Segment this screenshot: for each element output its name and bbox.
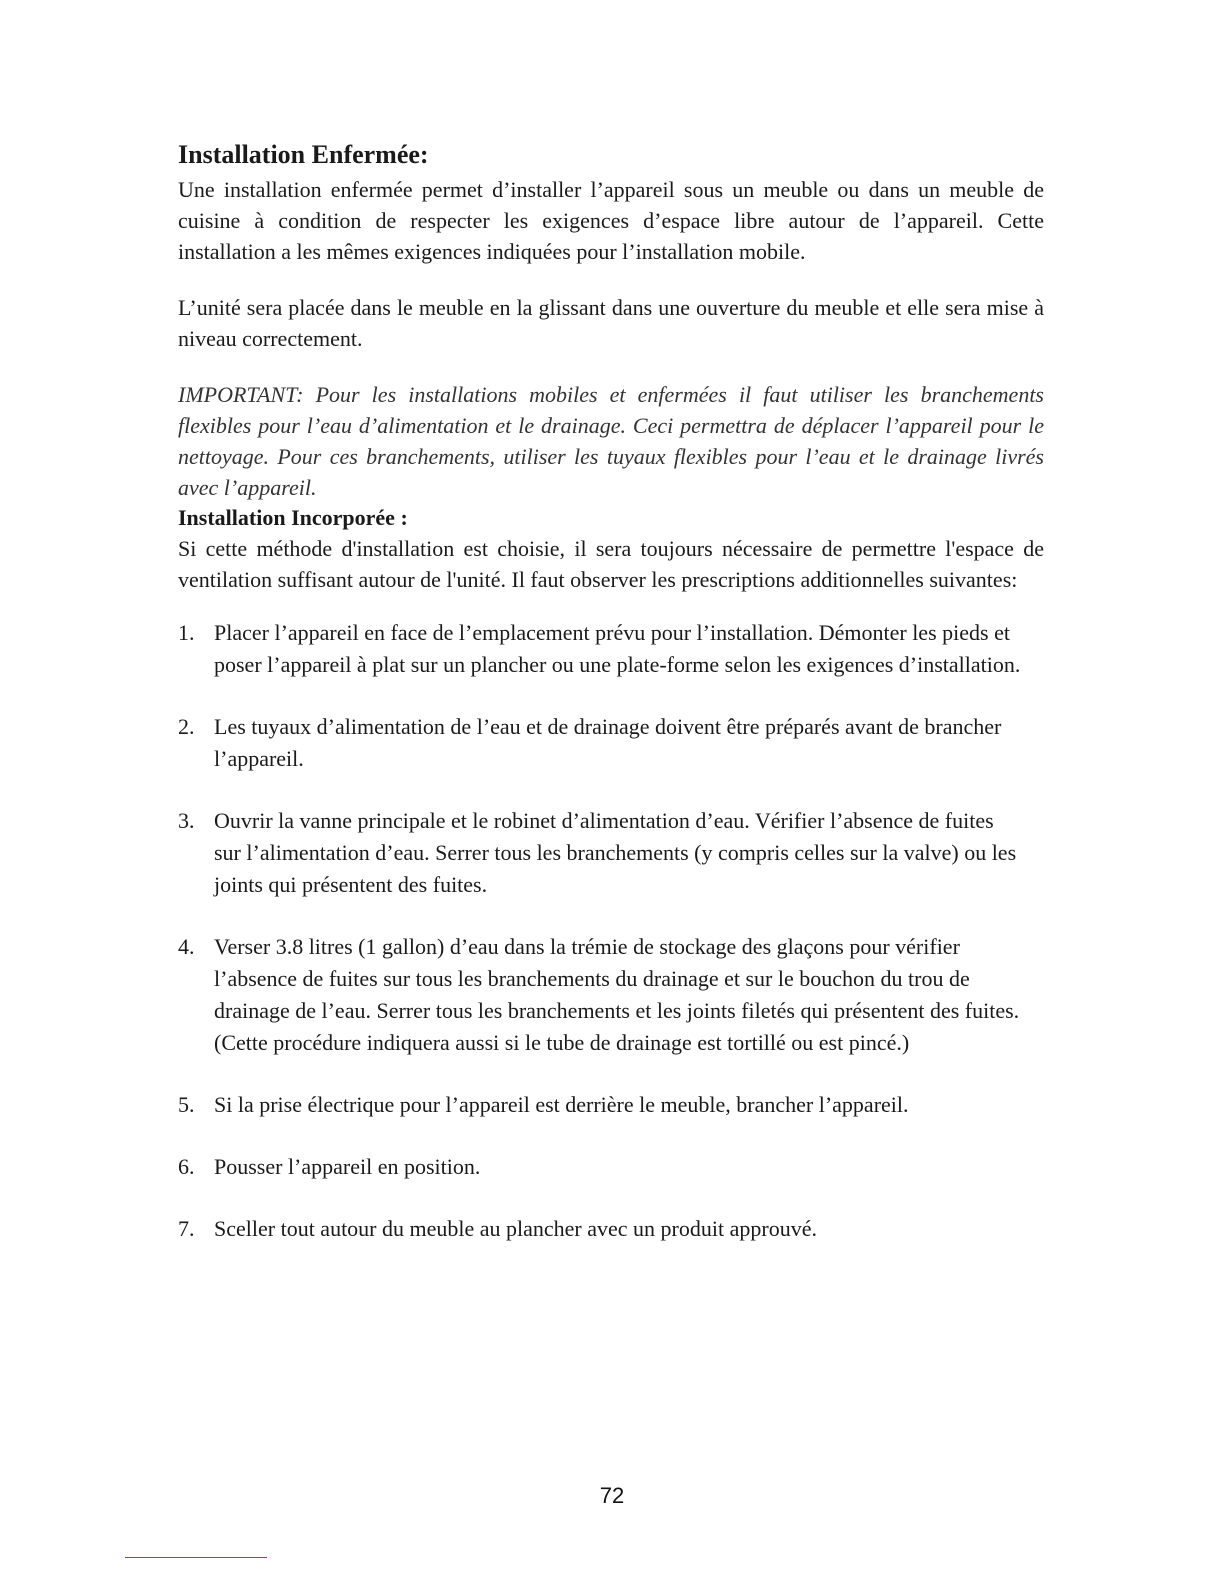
document-page	[178, 138, 1044, 1275]
page-number: 72	[599, 1483, 625, 1508]
step-text: Pousser l’appareil en position.	[214, 1154, 481, 1179]
paragraph-built-in-intro: Si cette méthode d'installation est choisie, il sera toujours nécessaire de permettre l'espace de ventilation suffisant autour de l'unité. Il faut observer les prescriptions additionnelles suivantes:	[178, 536, 1044, 592]
step-text: Verser 3.8 litres (1 gallon) d’eau dans la trémie de stockage des glaçons pour vérifier l’absence de fuites sur tous les branchements du drainage et sur le bouchon du trou de drainage de l’eau. Serrer tous les branchements et les joints filetés qui présentent des fuites. (Cette procédure indiquera aussi si le tube de drainage est tortillé ou est pincé.)	[214, 934, 1020, 1055]
step-number: 2.	[178, 714, 195, 739]
step-text: Placer l’appareil en face de l’emplacement prévu pour l’installation. Démonter les pieds et poser l’appareil à plat sur un plancher ou une plate-forme selon les exigences d’installation.	[214, 620, 1021, 677]
list-item	[178, 1213, 1044, 1245]
step-number: 1.	[178, 620, 195, 645]
step-text: Ouvrir la vanne principale et le robinet d’alimentation d’eau. Vérifier l’absence de fuites sur l’alimentation d’eau. Serrer tous les branchements (y compris celles sur la valve) ou les joints qui présentent des fuites.	[214, 808, 1017, 897]
list-item	[178, 617, 1044, 681]
step-text: Les tuyaux d’alimentation de l’eau et de drainage doivent être préparés avant de brancher l’appareil.	[214, 714, 1002, 771]
paragraph-enclosed-intro: Une installation enfermée permet d’installer l’appareil sous un meuble ou dans un meuble de cuisine à condition de respecter les exigences d’espace libre autour de l’appareil. Cette installation a les mêmes exigences indiquées pour l’installation mobile.	[178, 177, 1044, 264]
step-number: 6.	[178, 1154, 195, 1179]
step-number: 4.	[178, 934, 195, 959]
step-number: 5.	[178, 1092, 195, 1117]
section-title-built-in: Installation Incorporée :	[178, 505, 408, 530]
list-item	[178, 931, 1044, 1059]
list-item	[178, 1089, 1044, 1121]
section-title-enclosed: Installation Enfermée:	[178, 140, 429, 169]
step-text: Sceller tout autour du meuble au plancher avec un produit approuvé.	[214, 1216, 817, 1241]
list-item	[178, 805, 1044, 901]
step-text: Si la prise électrique pour l’appareil est derrière le meuble, brancher l’appareil.	[214, 1092, 909, 1117]
paragraph-enclosed-placement: L’unité sera placée dans le meuble en la glissant dans une ouverture du meuble et elle sera mise à niveau correctement.	[178, 295, 1044, 351]
list-item	[178, 711, 1044, 775]
footer-divider	[125, 1557, 267, 1558]
list-item	[178, 1151, 1044, 1183]
important-note: IMPORTANT: Pour les installations mobiles et enfermées il faut utiliser les branchements flexibles pour l’eau d’alimentation et le drainage. Ceci permettra de déplacer l’appareil pour le nettoyage. Pour ces branchements, utiliser les tuyaux flexibles pour l’eau et le drainage livrés avec l’appareil.	[178, 382, 1044, 500]
step-number: 7.	[178, 1216, 195, 1241]
step-number: 3.	[178, 808, 195, 833]
installation-steps-list	[178, 617, 1044, 1245]
